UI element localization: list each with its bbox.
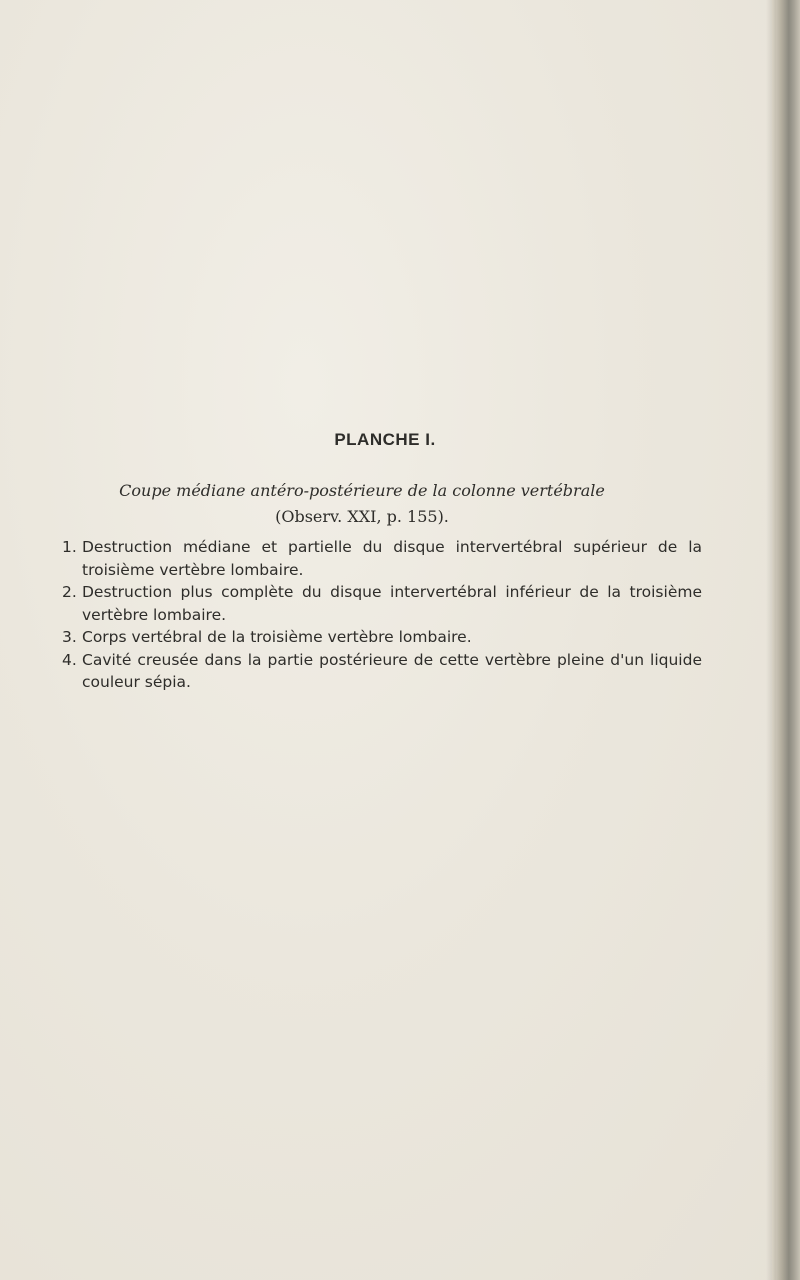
legend-item — [62, 649, 702, 694]
legend-number: 4. — [62, 650, 77, 669]
legend-text: Cavité creusée dans la partie postérieure de cette vertèbre pleine d'un liquide couleur sépia. — [82, 650, 702, 691]
book-edge — [772, 0, 800, 1280]
legend-text: Destruction médiane et partielle du disque intervertébral supérieur de la troisième vertèbre lombaire. — [82, 538, 702, 579]
legend-item — [62, 626, 702, 649]
legend-list — [62, 536, 702, 694]
legend-number: 1. — [62, 538, 77, 556]
subtitle-text: Coupe médiane antéro-postérieure de la colonne vertébrale — [119, 481, 605, 500]
plate-title: PLANCHE I. — [334, 430, 436, 449]
plate-subtitle — [0, 478, 724, 530]
legend-number: 3. — [62, 628, 77, 646]
legend-item — [62, 536, 702, 581]
legend-text: Destruction plus complète du disque intervertébral inférieur de la troisième vertèbre lombaire. — [82, 583, 702, 624]
legend-number: 2. — [62, 583, 77, 601]
legend-item — [62, 581, 702, 626]
observation-reference: (Observ. XXI, p. 155). — [275, 507, 449, 526]
legend-text: Corps vertébral de la troisième vertèbre lombaire. — [82, 628, 472, 646]
